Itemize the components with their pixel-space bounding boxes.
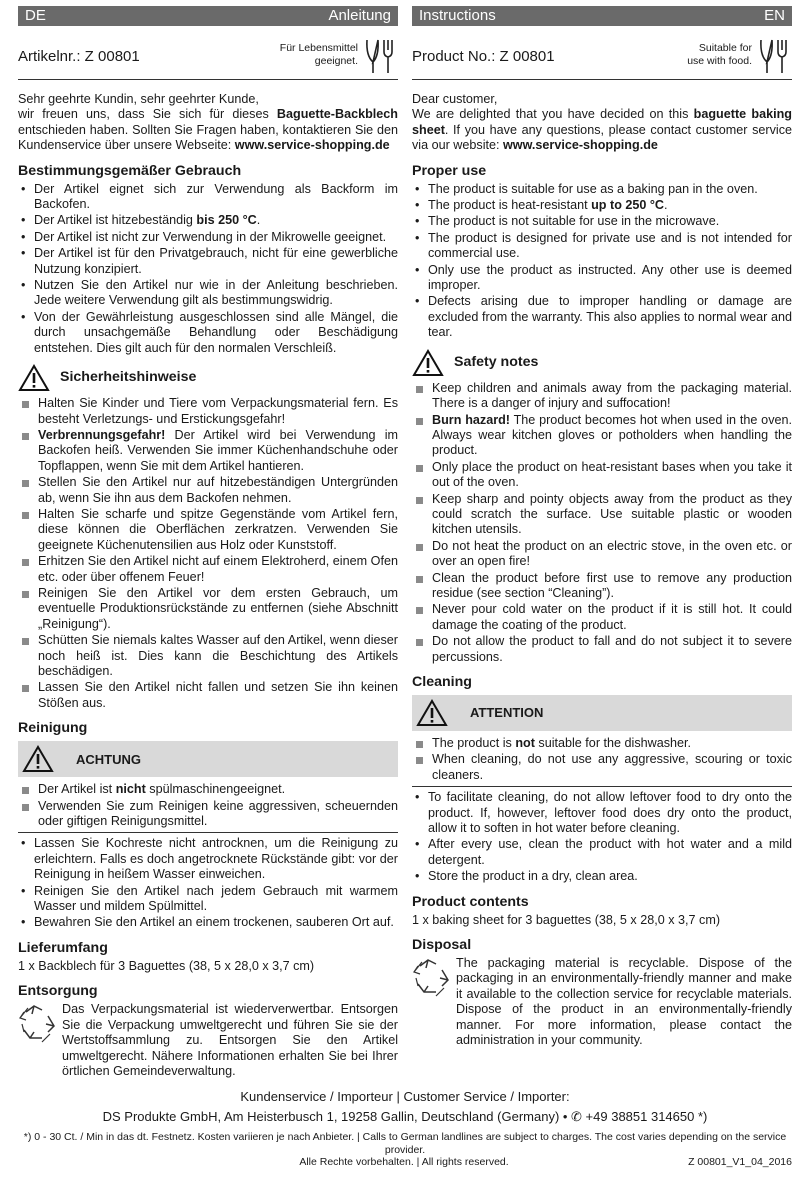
list-item: • Der Artikel ist für den Privatgebrauch, nicht für eine gewerbliche Nutzung konzipiert.: [18, 246, 398, 277]
list-item: Verbrennungsgefahr! Der Artikel wird bei Verwendung im Backofen heiß. Verwenden Sie immer Küchenhandschuhe oder Topflappen, wenn Sie mit dem Artikel hantieren.: [18, 428, 398, 474]
article-number: Artikelnr.: Z 00801: [18, 48, 140, 65]
list-item: • Lassen Sie Kochreste nicht antrocknen, um die Reinigung zu erleichtern. Falls es doch angetrocknete Rückstände gibt: vor der Reinigung in heißem Wasser einweichen.: [18, 836, 398, 882]
salutation: Dear customer,: [412, 92, 498, 106]
list-item: • To facilitate cleaning, do not allow leftover food to dry onto the product. If, however, leftover food does dry onto the product, allow it to soften in hot water before cleaning.: [412, 790, 792, 836]
safety-list: [18, 396, 398, 711]
english-column: [412, 6, 792, 1049]
intro-paragraph: wir freuen uns, dass Sie sich für dieses Baguette-Backblech entschieden haben. Sollten Sie Fragen haben, kontaktieren Sie den Kundenservice über unsere Webseite: www.service-shopping.de: [18, 107, 398, 153]
list-item: Only place the product on heat-resistant bases when you take it out of the oven.: [412, 460, 792, 491]
attention-label: ATTENTION: [470, 705, 544, 721]
list-item: • Only use the product as instructed. Any other use is deemed improper.: [412, 263, 792, 294]
food-safe-icon: [758, 36, 792, 76]
list-item: Do not heat the product on an electric stove, in the oven etc. or over an open fire!: [412, 539, 792, 570]
document-code: Z 00801_V1_04_2016: [688, 1156, 792, 1168]
list-item: Schütten Sie niemals kaltes Wasser auf den Artikel, wenn dieser noch heiß ist. Dies kann die Beschichtung des Artikels beschädigen.: [18, 633, 398, 679]
divider: [412, 786, 792, 787]
section-heading-proper-use: Proper use: [412, 162, 487, 179]
disposal-text: Das Verpackungsmaterial ist wiederverwertbar. Entsorgen Sie die Verpackung umweltgerecht und führen Sie sie der Wertstoffsammlung zu. Entsorgen Sie den Artikel umweltgerecht. Nähere Informationen erhalten Sie bei Ihrer örtlichen Gemeindeverwaltung.: [62, 1002, 398, 1078]
footer: [18, 1089, 792, 1157]
safety-list: [412, 381, 792, 665]
warning-icon: [416, 699, 448, 727]
list-item: • Store the product in a dry, clean area.: [412, 869, 792, 884]
list-item: • Der Artikel ist hitzebeständig bis 250 °C.: [18, 213, 398, 228]
rights-notice: Alle Rechte vorbehalten. | All rights reserved.: [299, 1156, 509, 1168]
list-item: Do not allow the product to fall and do not subject it to severe percussions.: [412, 634, 792, 665]
attention-label: ACHTUNG: [76, 751, 141, 767]
customer-service-label: Kundenservice / Importeur | Customer Service / Importer:: [240, 1089, 570, 1104]
food-safe-icon: [364, 36, 398, 76]
section-heading-contents: Product contents: [412, 893, 529, 910]
list-item: Burn hazard! The product becomes hot when used in the oven. Always wear kitchen gloves or potholders when handling the product.: [412, 413, 792, 459]
list-item: Keep children and animals away from the packaging material. There is a danger of injury and suffocation!: [412, 381, 792, 412]
list-item: • Bewahren Sie den Artikel an einem trockenen, sauberen Ort auf.: [18, 915, 398, 930]
intro-paragraph: We are delighted that you have decided on this baguette baking sheet. If you have any questions, please contact customer service via our website: www.service-shopping.de: [412, 107, 792, 153]
attention-box: [412, 695, 792, 731]
list-item: Keep sharp and pointy objects away from the product as they could scratch the surface. Use suitable plastic or wooden kitchen utensils.: [412, 492, 792, 538]
list-item: • The product is heat-resistant up to 250 °C.: [412, 198, 792, 213]
list-item: Erhitzen Sie den Artikel nicht auf einem Elektroherd, einem Ofen etc. oder über offenem Feuer!: [18, 554, 398, 585]
product-number-row: [412, 32, 792, 80]
section-heading-cleaning: Cleaning: [412, 674, 472, 690]
call-cost-note: *) 0 - 30 Ct. / Min in das dt. Festnetz. Kosten variieren je nach Anbieter. | Calls to German landlines are subject to charges. The cost varies depending on the service provider.: [23, 1131, 787, 1156]
list-item: Reinigen Sie den Artikel vor dem ersten Gebrauch, um eventuelle Produktionsrückstände zu entfernen (siehe Abschnitt „Reinigung“).: [18, 586, 398, 632]
language-code: EN: [764, 7, 785, 24]
recycle-icon: [18, 1002, 58, 1046]
section-heading-safety: Sicherheitshinweise: [60, 369, 197, 386]
warning-icon: [22, 745, 54, 773]
list-item: • After every use, clean the product with hot water and a mild detergent.: [412, 837, 792, 868]
list-item: • The product is suitable for use as a baking pan in the oven.: [412, 182, 792, 197]
list-item: • Von der Gewährleistung ausgeschlossen sind alle Mängel, die durch unsachgemäße Behandlung oder Beschädigung entstehen. Dies gilt auch für den normalen Verschleiß.: [18, 310, 398, 356]
document-type: Instructions: [419, 7, 496, 24]
disposal-text: The packaging material is recyclable. Dispose of the packaging in an environmentally-friendly manner and make it available to the collection service for recyclable materials. Dispose of the product in an environmentally-friendly manner. For more information, please contact the administration in your community.: [456, 956, 792, 1048]
list-item: When cleaning, do not use any aggressive, scouring or toxic cleaners.: [412, 752, 792, 783]
contents-text: 1 x Backblech für 3 Baguettes (38, 5 x 28,0 x 3,7 cm): [18, 958, 315, 973]
list-item: The product is not suitable for the dishwasher.: [412, 736, 792, 751]
food-safe-label: Suitable for use with food.: [687, 42, 752, 67]
article-number: Product No.: Z 00801: [412, 48, 555, 65]
list-item: • The product is not suitable for use in the microwave.: [412, 214, 792, 229]
list-item: • Reinigen Sie den Artikel nach jedem Gebrauch mit warmem Wasser und mildem Spülmittel.: [18, 884, 398, 915]
warning-icon: [18, 364, 50, 392]
divider: [18, 832, 398, 833]
proper-use-list: [412, 182, 792, 341]
list-item: Verwenden Sie zum Reinigen keine aggressiven, scheuernden oder giftigen Reinigungsmittel.: [18, 799, 398, 830]
section-heading-proper-use: Bestimmungsgemäßer Gebrauch: [18, 162, 242, 179]
list-item: Clean the product before first use to remove any production residue (see section “Cleaning”).: [412, 571, 792, 602]
company-address: DS Produkte GmbH, Am Heisterbusch 1, 19258 Gallin, Deutschland (Germany) • ✆ +49 38851 314650 *): [102, 1109, 708, 1124]
website-link: www.service-shopping.de: [503, 138, 658, 153]
list-item: • Defects arising due to improper handling or damage are excluded from the warranty. This also applies to normal wear and tear.: [412, 294, 792, 340]
section-heading-contents: Lieferumfang: [18, 939, 108, 956]
cleaning-list: [412, 790, 792, 884]
list-item: Never pour cold water on the product if it is still hot. It could damage the coating of the product.: [412, 602, 792, 633]
list-item: • Der Artikel eignet sich zur Verwendung als Backform im Backofen.: [18, 182, 398, 213]
list-item: Der Artikel ist nicht spülmaschinengeeignet.: [18, 782, 398, 797]
contents-text: 1 x baking sheet for 3 baguettes (38, 5 x 28,0 x 3,7 cm): [412, 912, 721, 927]
cleaning-list: [18, 836, 398, 930]
website-link: www.service-shopping.de: [234, 138, 390, 153]
section-heading-disposal: Entsorgung: [18, 983, 98, 1000]
list-item: • The product is designed for private use and is not intended for commercial use.: [412, 231, 792, 262]
language-code: DE: [25, 7, 46, 24]
document-type: Anleitung: [328, 7, 391, 24]
list-item: Lassen Sie den Artikel nicht fallen und setzen Sie ihn keinen Stößen aus.: [18, 680, 398, 711]
disposal-block: [412, 956, 792, 1048]
list-item: • Der Artikel ist nicht zur Verwendung in der Mikrowelle geeignet.: [18, 230, 398, 245]
proper-use-list: [18, 182, 398, 356]
title-bar-en: [412, 6, 792, 26]
cleaning-warning-list: [18, 782, 398, 829]
safety-heading-row: [18, 364, 398, 392]
section-heading-disposal: Disposal: [412, 937, 472, 954]
list-item: Halten Sie Kinder und Tiere vom Verpackungsmaterial fern. Es besteht Verletzungs- und Erstickungsgefahr!: [18, 396, 398, 427]
list-item: Halten Sie scharfe und spitze Gegenstände vom Artikel fern, diese können die Oberflächen zerkratzen. Verwenden Sie geeignete Küchenutensilien aus Holz oder Kunststoff.: [18, 507, 398, 553]
german-column: [18, 6, 398, 1079]
list-item: Stellen Sie den Artikel nur auf hitzebeständigen Untergründen ab, wenn Sie ihn aus dem Backofen nehmen.: [18, 475, 398, 506]
attention-box: [18, 741, 398, 777]
product-number-row: [18, 32, 398, 80]
salutation: Sehr geehrte Kundin, sehr geehrter Kunde,: [18, 92, 259, 106]
title-bar-de: [18, 6, 398, 26]
food-safe-label: Für Lebensmittel geeignet.: [279, 42, 358, 67]
section-heading-cleaning: Reinigung: [18, 720, 88, 737]
warning-icon: [412, 349, 444, 377]
safety-heading-row: [412, 349, 792, 377]
recycle-icon: [412, 956, 452, 1000]
section-heading-safety: Safety notes: [454, 353, 539, 370]
disposal-block: [18, 1002, 398, 1079]
cleaning-warning-list: [412, 736, 792, 783]
list-item: • Nutzen Sie den Artikel nur wie in der Anleitung beschrieben. Jede weitere Verwendung gilt als bestimmungswidrig.: [18, 278, 398, 309]
